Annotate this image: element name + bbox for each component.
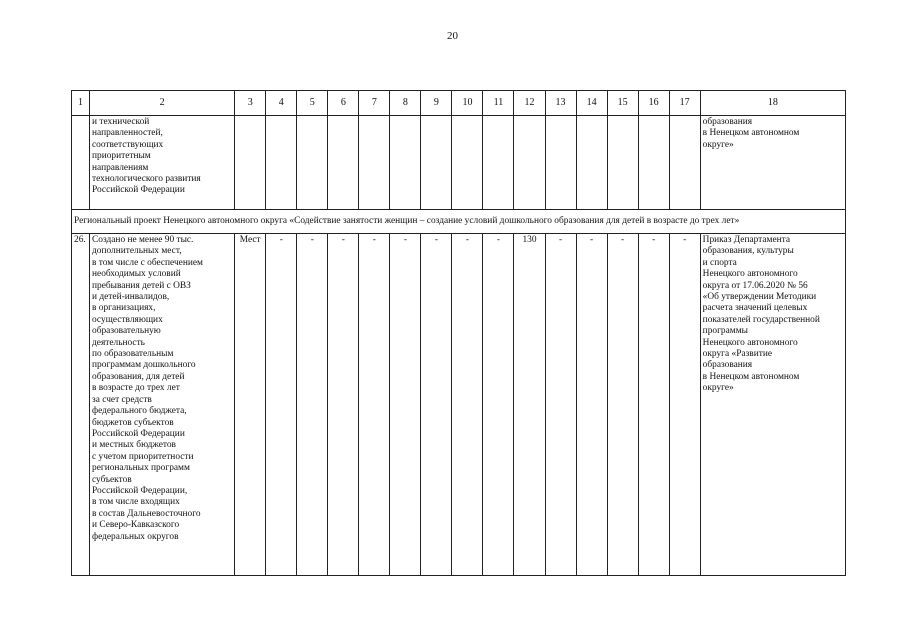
text-line: образования (702, 360, 753, 371)
value-cell: - (576, 234, 607, 576)
indicator-description-cell (90, 116, 235, 210)
text-line: образования, для детей (92, 371, 185, 382)
text-line: с учетом приоритетности (92, 451, 194, 462)
row-number-cell: 26. (72, 234, 90, 576)
text-line: приоритетным (92, 151, 151, 162)
column-number-cell: 17 (669, 91, 700, 116)
text-line: округа от 17.06.2020 № 56 (702, 280, 808, 291)
text-line: округе» (702, 383, 734, 394)
column-number-cell: 14 (576, 91, 607, 116)
text-line: образовательную (92, 326, 161, 337)
text-line: образования (702, 117, 753, 127)
text-line: в состав Дальневосточного (92, 508, 201, 519)
column-number-cell: 2 (90, 91, 235, 116)
empty-cell (638, 116, 669, 210)
empty-cell (545, 116, 576, 210)
text-line: в Ненецком автономном (702, 128, 800, 139)
empty-cell (452, 116, 483, 210)
column-number-cell: 18 (700, 91, 845, 116)
text-line: в организациях, (92, 303, 156, 314)
text-line: Российской Федерации (92, 185, 185, 196)
column-number-cell: 16 (638, 91, 669, 116)
column-number-cell: 3 (235, 91, 266, 116)
text-line: в том числе входящих (92, 497, 180, 508)
column-number-cell: 13 (545, 91, 576, 116)
text-line: федерального бюджета, (92, 406, 187, 417)
text-line: округе» (702, 139, 734, 150)
empty-cell (669, 116, 700, 210)
value-cell: - (390, 234, 421, 576)
text-line: в возрасте до трех лет (92, 383, 180, 394)
text-line: Российской Федерации, (92, 485, 188, 496)
text-line: субъектов (92, 474, 132, 485)
value-cell: - (421, 234, 452, 576)
empty-cell (328, 116, 359, 210)
indicators-table (71, 90, 846, 576)
text-line: и местных бюджетов (92, 440, 176, 451)
text-line: Ненецкого автономного (702, 269, 798, 280)
text-line: показателей государственной (702, 314, 820, 325)
unit-cell: Мест (235, 234, 266, 576)
value-cell: 130 (514, 234, 545, 576)
column-number-cell: 4 (266, 91, 297, 116)
text-line: за счет средств (92, 394, 152, 405)
value-cell: - (607, 234, 638, 576)
page-number: 20 (447, 30, 458, 42)
text-line: образования, культуры (702, 246, 794, 257)
column-number-cell: 8 (390, 91, 421, 116)
empty-cell (235, 116, 266, 210)
source-document-cell (700, 116, 845, 210)
text-line: направлениям (92, 162, 149, 173)
indicator-description-cell (90, 234, 235, 576)
column-number-cell: 5 (297, 91, 328, 116)
text-line: и технической (92, 117, 150, 127)
column-number-cell: 11 (483, 91, 514, 116)
empty-cell (266, 116, 297, 210)
value-cell: - (483, 234, 514, 576)
text-line: направленностей, (92, 128, 163, 139)
text-line: соответствующих (92, 139, 164, 150)
value-cell: - (328, 234, 359, 576)
value-cell: - (638, 234, 669, 576)
text-line: в Ненецком автономном (702, 371, 800, 382)
text-line: бюджетов субъектов (92, 417, 174, 428)
text-line: и детей-инвалидов, (92, 292, 170, 303)
regional-project-row (72, 210, 846, 234)
empty-cell (607, 116, 638, 210)
text-line: Российской Федерации (92, 428, 185, 439)
indicator-row (72, 234, 846, 576)
column-number-cell: 7 (359, 91, 390, 116)
text-line: Создано не менее 90 тыс. (92, 235, 194, 245)
empty-cell (421, 116, 452, 210)
text-line: пребывания детей с ОВЗ (92, 280, 191, 291)
column-number-cell: 1 (72, 91, 90, 116)
text-line: и спорта (702, 257, 737, 268)
row-number-cell (72, 116, 90, 210)
empty-cell (514, 116, 545, 210)
continuation-row (72, 116, 846, 210)
empty-cell (390, 116, 421, 210)
text-line: расчета значений целевых (702, 303, 808, 314)
value-cell: - (297, 234, 328, 576)
value-cell: - (669, 234, 700, 576)
column-number-cell: 10 (452, 91, 483, 116)
column-number-cell: 12 (514, 91, 545, 116)
value-cell: - (266, 234, 297, 576)
regional-project-title: Региональный проект Ненецкого автономного округа «Содействие занятости женщин – создание условий дошкольного образования для детей в возрасте до трех лет» (72, 210, 846, 234)
empty-cell (576, 116, 607, 210)
text-line: Приказ Департамента (702, 235, 791, 245)
text-line: программы (702, 326, 748, 337)
column-number-row (72, 91, 846, 116)
text-line: осуществляющих (92, 314, 163, 325)
column-number-cell: 6 (328, 91, 359, 116)
value-cell: - (545, 234, 576, 576)
text-line: Ненецкого автономного (702, 337, 798, 348)
text-line: и Северо-Кавказского (92, 520, 180, 531)
text-line: «Об утверждении Методики (702, 292, 817, 303)
text-line: федеральных округов (92, 531, 179, 542)
text-line: технологического развития (92, 174, 201, 185)
text-line: округа «Развитие (702, 349, 772, 360)
text-line: в том числе с обеспечением (92, 257, 203, 268)
empty-cell (359, 116, 390, 210)
text-line: региональных программ (92, 463, 190, 474)
column-number-cell: 9 (421, 91, 452, 116)
text-line: деятельность (92, 337, 145, 348)
empty-cell (483, 116, 514, 210)
column-number-cell: 15 (607, 91, 638, 116)
text-line: дополнительных мест, (92, 246, 182, 257)
text-line: программам дошкольного (92, 360, 196, 371)
empty-cell (297, 116, 328, 210)
text-line: по образовательным (92, 349, 174, 360)
source-document-cell (700, 234, 845, 576)
text-line: необходимых условий (92, 269, 181, 280)
value-cell: - (452, 234, 483, 576)
value-cell: - (359, 234, 390, 576)
